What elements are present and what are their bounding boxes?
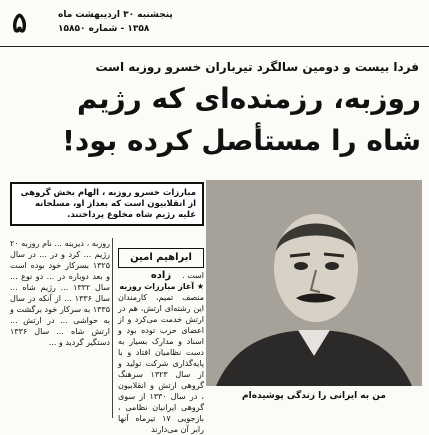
headline-line-2: شاه را مستأصل کرده بود! xyxy=(62,124,421,157)
column-right-text-1: است . xyxy=(182,271,204,280)
article-column-right xyxy=(118,270,204,435)
headline-line-1: روزبه، رزمنده‌ای که رژیم xyxy=(77,82,421,115)
column-divider xyxy=(112,238,113,418)
article-column-left xyxy=(10,238,110,348)
column-left-text: روزبه ، دیرینه ... نام روزبه ۲۰ رژیم ... کرد و در ... در سال ۱۳۲۵ بسرکار خود بوده است و بعد دوباره در ... دو نوع ... سال ۱۳۳۲ ... رژیم شاه ... سال ۱۳۳۶ ... از آنکه در سال ۱۳۳۵ به سرکار خود برگشت و به حواشی ... در ارتش ... ارتش شاه ... سال ۱۳۳۶ دستگیر گردید و ... xyxy=(10,239,111,347)
kicker-line: فردا بیست و دومین سالگرد تیرباران خسرو روزبه است xyxy=(95,60,419,74)
column-right-subhead: ★ آغاز مبارزات روزبه xyxy=(119,282,204,291)
issue-date: پنجشنبه ۳۰ اردیبهشت ماه xyxy=(58,10,173,20)
summary-box xyxy=(10,182,204,226)
photo-caption: من به ایرانی را زندگی پوشیده‌ام xyxy=(242,391,386,401)
issue-number: ۱۳۵۸ - شماره ۱۵۸۵۰ xyxy=(58,24,150,34)
portrait-photo xyxy=(206,180,422,386)
page-number: ۵ xyxy=(12,6,28,39)
summary-text: مبارزات خسرو روزبه ، الهام بخش گروهی از انقلابیون است که بعداز او، مسلحانه علیه رژیم شاه مخلوع پرداختند. xyxy=(20,188,196,220)
column-right-text-2: منصف تمیم، کارمندان این رشته‌ای ارتش، هم در ارتش خدمت می‌کرد و از اعضای حزب توده بود و اسناد و مدارک بسیار به دست نظامیان افتاد و با پایه‌گذاری شرکت تولید و از سال ۱۳۲۳ سرهنگ گروهی ارتش و انقلابیون ، در سال ۱۳۳۰ از سوی گروهی ایرانیان نظامی ، بازجویی ۱۷ تیرماه آنها رابر آن می‌دارند xyxy=(118,293,204,434)
page-header xyxy=(0,4,429,47)
author-byline: ابراهیم امین زاده xyxy=(118,248,204,268)
